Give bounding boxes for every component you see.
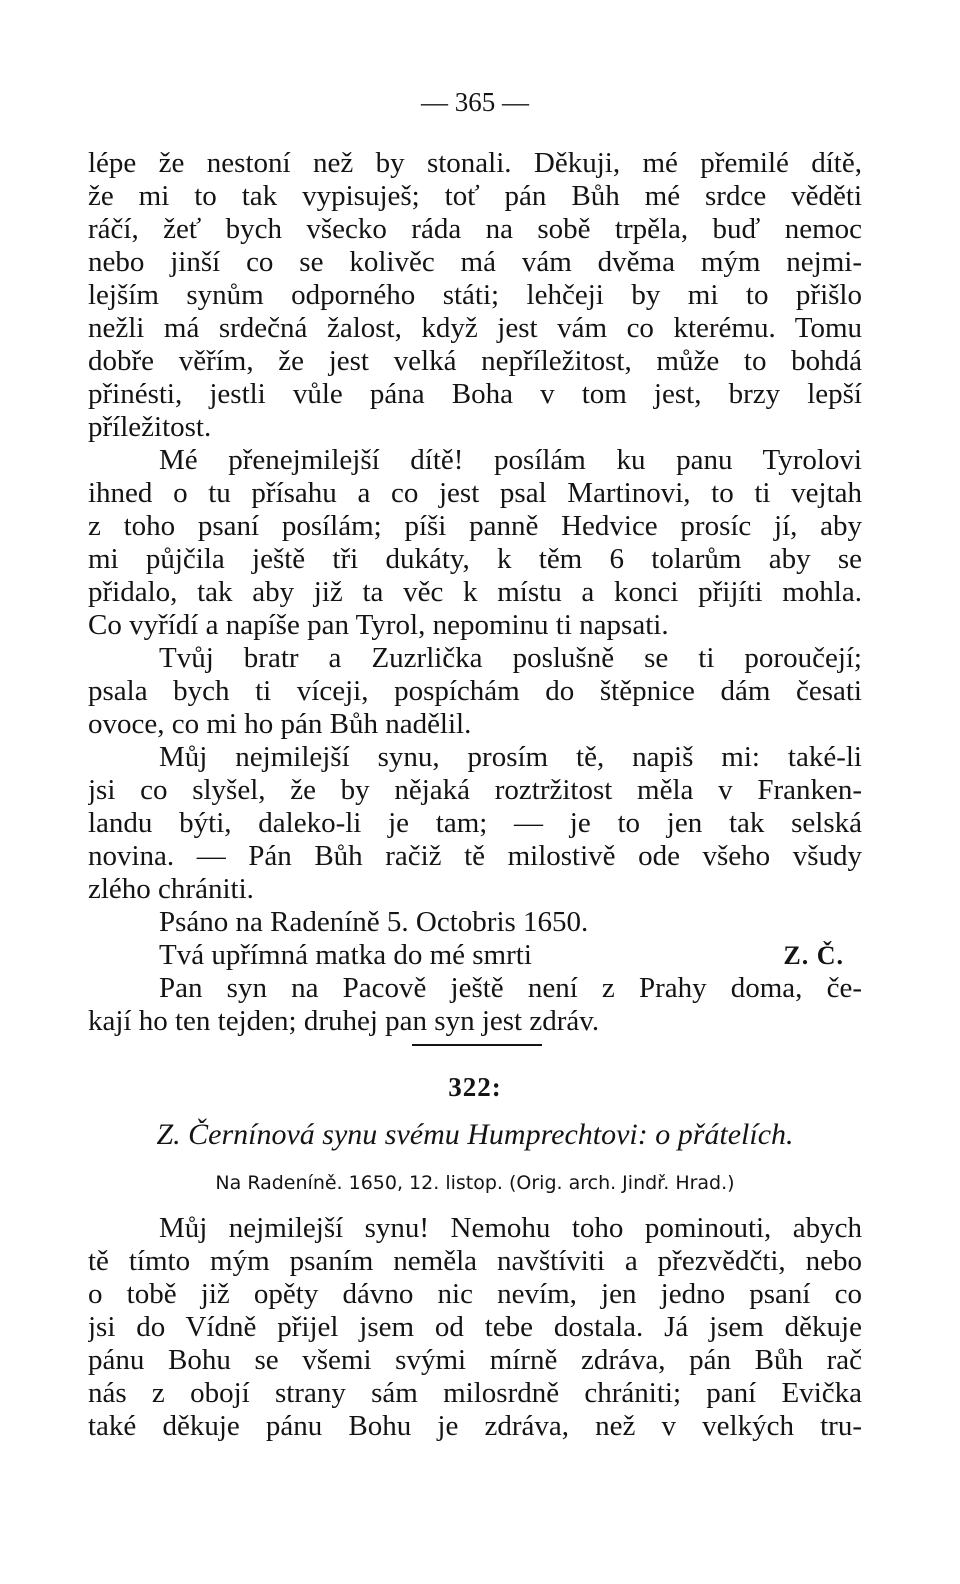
text-line: přinésti, jestli vůle pána Boha v tom jest, brzy lepší	[88, 378, 862, 410]
letter-title: Z. Černínová synu svému Humprechtovi: o přátelích.	[156, 1118, 794, 1151]
text-line: Tvůj bratr a Zuzrlička poslušně se ti poroučejí;	[159, 642, 862, 674]
text-line: Můj nejmilejší synu! Nemohu toho pominouti, abych	[159, 1212, 862, 1244]
section-divider	[412, 1044, 542, 1046]
text-line: nežli má srdečná žalost, když jest vám co kterému. Tomu	[88, 312, 862, 344]
text-line: o tobě již opěty dávno nic nevím, jen jedno psaní co	[88, 1278, 862, 1310]
text-line: nás z obojí strany sám milosrdně chrániti; paní Evička	[88, 1377, 862, 1409]
text-line: ráčí, žeť bych všecko ráda na sobě trpěla, buď nemoc	[88, 213, 862, 245]
text-line: novina. — Pán Bůh račiž tě milostivě ode všeho všudy	[88, 840, 862, 872]
text-line: tě tímto mým psaním neměla navštíviti a přezvědčti, nebo	[88, 1245, 862, 1277]
text-line: že mi to tak vypisuješ; toť pán Bůh mé srdce věděti	[88, 180, 862, 212]
text-line: ihned o tu přísahu a co jest psal Martinovi, to ti vejtah	[88, 477, 862, 509]
text-line: landu býti, daleko-li je tam; — je to jen tak selská	[88, 807, 862, 839]
text-line: zlého chrániti.	[88, 873, 254, 905]
date-line: Psáno na Radeníně 5. Octobris 1650.	[159, 906, 589, 938]
text-line: přidalo, tak aby již ta věc k místu a konci přijíti mohla.	[88, 576, 862, 608]
text-line: kají ho ten tejden; druhej pan syn jest zdráv.	[88, 1005, 600, 1037]
letter-source-note: Na Radeníně. 1650, 12. listop. (Orig. arch. Jindř. Hrad.)	[215, 1172, 735, 1194]
text-line: pánu Bohu se všemi svými mírně zdráva, pán Bůh rač	[88, 1344, 862, 1376]
text-line: jsi co slyšel, že by nějaká roztržitost měla v Franken-	[88, 774, 862, 806]
text-line: ovoce, co mi ho pán Bůh nadělil.	[88, 708, 472, 740]
closing-line	[88, 939, 862, 972]
text-line: jsi do Vídně přijel jsem od tebe dostala. Já jsem děkuje	[88, 1311, 862, 1343]
text-line: příležitost.	[88, 411, 212, 443]
signature-initials: Z. Č.	[783, 941, 844, 970]
text-line: Můj nejmilejší synu, prosím tě, napiš mi: také-li	[159, 741, 862, 773]
text-line: dobře věřím, že jest velká nepříležitost, může to bohdá	[88, 345, 862, 377]
text-line: Pan syn na Pacově ještě není z Prahy doma, če-	[159, 972, 862, 1004]
text-line: lejším synům odporného státi; lehčeji by mi to přišlo	[88, 279, 862, 311]
text-line: mi půjčila ještě tři dukáty, k těm 6 tolarům aby se	[88, 543, 862, 575]
text-line: psala bych ti víceji, pospíchám do štěpnice dám česati	[88, 675, 862, 707]
text-line: Mé přenejmilejší dítě! posílám ku panu Tyrolovi	[159, 444, 862, 476]
letter-321-body	[88, 147, 862, 1038]
letter-322-body	[88, 1212, 862, 1443]
text-line: také děkuje pánu Bohu je zdráva, než v velkých tru-	[88, 1410, 862, 1442]
page-number: — 365 —	[421, 87, 529, 117]
text-line: lépe že nestoní než by stonali. Děkuji, mé přemilé dítě,	[88, 147, 862, 179]
text-line: Co vyřídí a napíše pan Tyrol, nepominu ti napsati.	[88, 609, 669, 641]
text-line: z toho psaní posílám; píši panně Hedvice prosíc jí, aby	[88, 510, 862, 542]
closing-text: Tvá upřímná matka do mé smrti	[159, 939, 532, 971]
letter-number: 322:	[448, 1072, 502, 1102]
text-line: nebo jinší co se kolivěc má vám dvěma mým nejmi-	[88, 246, 862, 278]
